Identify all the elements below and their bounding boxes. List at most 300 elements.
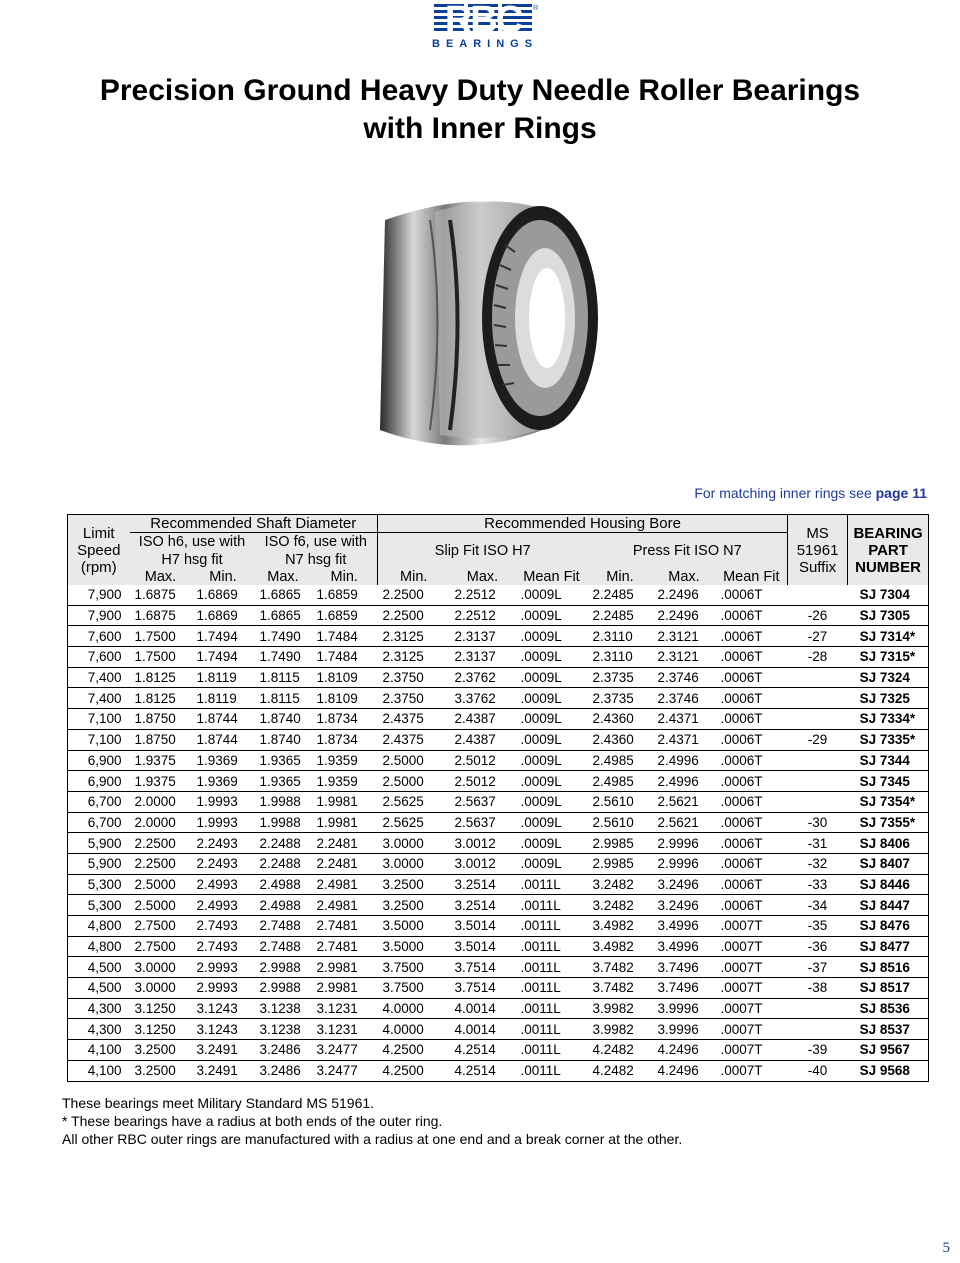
spec-table-body xyxy=(68,585,929,1081)
slip-max-cell: 3.7514 xyxy=(450,978,516,999)
press-mean-fit-cell: .0006T xyxy=(716,853,788,874)
ms-suffix-cell xyxy=(788,667,848,688)
press-min-cell: 3.9982 xyxy=(588,998,653,1019)
press-min-cell: 3.4982 xyxy=(588,916,653,937)
slip-mean-fit-cell: .0011L xyxy=(516,978,588,999)
slip-min-cell: 3.5000 xyxy=(378,936,450,957)
press-min-cell: 3.9982 xyxy=(588,1019,653,1040)
press-min-cell: 4.2482 xyxy=(588,1060,653,1081)
table-row xyxy=(68,729,929,750)
press-max-cell: 2.4996 xyxy=(653,771,716,792)
shaft-f6-min-cell: 1.6859 xyxy=(312,585,378,605)
table-row xyxy=(68,791,929,812)
press-max-cell: 2.5621 xyxy=(653,791,716,812)
shaft-h6-max-cell: 3.0000 xyxy=(130,957,192,978)
press-min-cell: 3.7482 xyxy=(588,978,653,999)
part-number-cell: SJ 7334* xyxy=(848,709,929,730)
slip-max-cell: 4.2514 xyxy=(450,1060,516,1081)
logo-registered: ® xyxy=(533,5,539,12)
title-line-2: with Inner Rings xyxy=(363,112,597,145)
press-max-cell: 3.7496 xyxy=(653,957,716,978)
shaft-h6-max-cell: 3.1250 xyxy=(130,998,192,1019)
limit-speed-cell: 7,100 xyxy=(68,709,130,730)
shaft-f6-max-cell: 1.6865 xyxy=(255,585,312,605)
press-max-cell: 2.2496 xyxy=(653,585,716,605)
table-row xyxy=(68,667,929,688)
press-max-cell: 2.3121 xyxy=(653,626,716,647)
shaft-f6-max-cell: 2.7488 xyxy=(255,936,312,957)
shaft-f6-min-cell: 1.8109 xyxy=(312,688,378,709)
shaft-h6-min-cell: 1.9993 xyxy=(192,791,255,812)
ms-suffix-cell: -28 xyxy=(788,647,848,668)
press-max-cell: 3.9996 xyxy=(653,998,716,1019)
slip-min-cell: 3.2500 xyxy=(378,895,450,916)
shaft-f6-min-cell: 1.9359 xyxy=(312,771,378,792)
slip-max-cell: 3.2514 xyxy=(450,874,516,895)
shaft-f6-max-cell: 1.7490 xyxy=(255,647,312,668)
table-row xyxy=(68,916,929,937)
limit-speed-cell: 4,300 xyxy=(68,1019,130,1040)
slip-max-cell: 2.5637 xyxy=(450,812,516,833)
part-number-cell: SJ 8447 xyxy=(848,895,929,916)
press-max-cell: 2.3121 xyxy=(653,647,716,668)
shaft-h6-max-cell: 2.7500 xyxy=(130,936,192,957)
slip-min-cell: 2.5000 xyxy=(378,750,450,771)
press-min-cell: 2.3110 xyxy=(588,626,653,647)
table-row xyxy=(68,688,929,709)
page-title xyxy=(0,72,960,148)
shaft-f6-max-cell: 1.9365 xyxy=(255,750,312,771)
press-min-cell: 2.9985 xyxy=(588,833,653,854)
press-mean-fit-header: Mean Fit xyxy=(716,569,788,585)
limit-speed-cell: 7,100 xyxy=(68,729,130,750)
shaft-diameter-header: Recommended Shaft Diameter xyxy=(130,515,378,533)
slip-min-cell: 2.3750 xyxy=(378,688,450,709)
slip-mean-fit-cell: .0011L xyxy=(516,1040,588,1061)
table-row xyxy=(68,978,929,999)
footnote-military: These bearings meet Military Standard MS 51961. xyxy=(62,1095,375,1111)
slip-min-header: Min. xyxy=(378,569,450,585)
slip-mean-fit-cell: .0009L xyxy=(516,853,588,874)
shaft-h6-max-cell: 2.5000 xyxy=(130,874,192,895)
shaft-h6-max-cell: 1.7500 xyxy=(130,626,192,647)
matching-note-page-link[interactable]: page 11 xyxy=(875,485,927,501)
part-number-cell: SJ 7324 xyxy=(848,667,929,688)
slip-max-cell: 3.0012 xyxy=(450,853,516,874)
press-min-cell: 2.3110 xyxy=(588,647,653,668)
table-row xyxy=(68,709,929,730)
slip-mean-fit-cell: .0009L xyxy=(516,729,588,750)
ms-suffix-cell xyxy=(788,585,848,605)
slip-mean-fit-cell: .0011L xyxy=(516,1060,588,1081)
press-min-cell: 2.5610 xyxy=(588,812,653,833)
slip-min-cell: 2.5000 xyxy=(378,771,450,792)
press-min-header: Min. xyxy=(588,569,653,585)
ms-suffix-cell xyxy=(788,709,848,730)
shaft-h6-min-cell: 1.8119 xyxy=(192,667,255,688)
press-max-header: Max. xyxy=(653,569,716,585)
limit-speed-cell: 7,900 xyxy=(68,585,130,605)
shaft-f6-min-cell: 2.7481 xyxy=(312,936,378,957)
slip-min-cell: 3.0000 xyxy=(378,833,450,854)
housing-bore-header: Recommended Housing Bore xyxy=(378,515,788,533)
limit-speed-cell: 6,700 xyxy=(68,791,130,812)
press-mean-fit-cell: .0006T xyxy=(716,895,788,916)
press-max-cell: 2.5621 xyxy=(653,812,716,833)
press-max-cell: 4.2496 xyxy=(653,1060,716,1081)
slip-mean-fit-cell: .0009L xyxy=(516,833,588,854)
page-number: 5 xyxy=(942,1240,950,1256)
shaft-h6-min-cell: 2.9993 xyxy=(192,978,255,999)
part-number-cell: SJ 8476 xyxy=(848,916,929,937)
press-mean-fit-cell: .0006T xyxy=(716,647,788,668)
press-mean-fit-cell: .0006T xyxy=(716,833,788,854)
shaft-f6-min-cell: 1.9981 xyxy=(312,791,378,812)
table-row xyxy=(68,626,929,647)
shaft-f6-max-cell: 3.2486 xyxy=(255,1040,312,1061)
slip-max-cell: 2.5012 xyxy=(450,750,516,771)
press-mean-fit-cell: .0006T xyxy=(716,688,788,709)
slip-max-cell: 2.4387 xyxy=(450,709,516,730)
limit-speed-cell: 6,900 xyxy=(68,750,130,771)
ms-suffix-cell: -33 xyxy=(788,874,848,895)
slip-max-header: Max. xyxy=(450,569,516,585)
shaft-f6-min-header: Min. xyxy=(312,569,378,585)
slip-mean-fit-cell: .0009L xyxy=(516,585,588,605)
shaft-f6-min-cell: 3.2477 xyxy=(312,1040,378,1061)
part-number-cell: SJ 7304 xyxy=(848,585,929,605)
shaft-h6-min-cell: 2.2493 xyxy=(192,853,255,874)
shaft-h6-min-cell: 3.2491 xyxy=(192,1060,255,1081)
shaft-h6-min-cell: 1.7494 xyxy=(192,626,255,647)
press-min-cell: 2.4985 xyxy=(588,750,653,771)
press-mean-fit-cell: .0007T xyxy=(716,978,788,999)
press-fit-header: Press Fit ISO N7 xyxy=(588,533,788,570)
shaft-h6-max-cell: 1.9375 xyxy=(130,750,192,771)
shaft-h6-max-header: Max. xyxy=(130,569,192,585)
part-number-cell: SJ 7345 xyxy=(848,771,929,792)
slip-mean-fit-cell: .0009L xyxy=(516,605,588,626)
shaft-h6-max-cell: 1.8750 xyxy=(130,709,192,730)
shaft-f6-max-cell: 2.9988 xyxy=(255,978,312,999)
shaft-h6-max-cell: 1.8750 xyxy=(130,729,192,750)
shaft-h6-min-cell: 1.8119 xyxy=(192,688,255,709)
shaft-h6-min-cell: 3.2491 xyxy=(192,1040,255,1061)
shaft-h6-max-cell: 1.9375 xyxy=(130,771,192,792)
press-max-cell: 2.4996 xyxy=(653,750,716,771)
press-max-cell: 2.3746 xyxy=(653,688,716,709)
shaft-h6-max-cell: 1.7500 xyxy=(130,647,192,668)
press-max-cell: 3.4996 xyxy=(653,936,716,957)
part-number-cell: SJ 8446 xyxy=(848,874,929,895)
slip-max-cell: 3.5014 xyxy=(450,916,516,937)
shaft-h6-min-cell: 1.7494 xyxy=(192,647,255,668)
limit-speed-cell: 4,800 xyxy=(68,936,130,957)
table-row xyxy=(68,605,929,626)
part-number-cell: SJ 7354* xyxy=(848,791,929,812)
limit-speed-cell: 4,800 xyxy=(68,916,130,937)
slip-min-cell: 3.7500 xyxy=(378,978,450,999)
rbc-logo-mark xyxy=(432,0,539,41)
slip-mean-fit-cell: .0011L xyxy=(516,998,588,1019)
part-number-cell: SJ 9568 xyxy=(848,1060,929,1081)
ms-suffix-cell xyxy=(788,771,848,792)
slip-mean-fit-cell: .0011L xyxy=(516,874,588,895)
table-row xyxy=(68,1060,929,1081)
table-row xyxy=(68,750,929,771)
shaft-h6-max-cell: 2.2500 xyxy=(130,833,192,854)
shaft-f6-min-cell: 3.2477 xyxy=(312,1060,378,1081)
shaft-f6-max-cell: 2.9988 xyxy=(255,957,312,978)
iso-f6-header: ISO f6, use with N7 hsg fit xyxy=(255,533,378,570)
shaft-h6-min-cell: 1.9993 xyxy=(192,812,255,833)
limit-speed-cell: 4,500 xyxy=(68,957,130,978)
ms-suffix-cell: -29 xyxy=(788,729,848,750)
shaft-f6-min-cell: 1.9359 xyxy=(312,750,378,771)
shaft-f6-max-cell: 3.2486 xyxy=(255,1060,312,1081)
limit-speed-cell: 4,100 xyxy=(68,1040,130,1061)
table-row xyxy=(68,853,929,874)
slip-min-cell: 2.4375 xyxy=(378,729,450,750)
shaft-h6-max-cell: 3.1250 xyxy=(130,1019,192,1040)
press-max-cell: 2.9996 xyxy=(653,833,716,854)
shaft-f6-min-cell: 1.6859 xyxy=(312,605,378,626)
slip-min-cell: 3.5000 xyxy=(378,916,450,937)
slip-min-cell: 3.7500 xyxy=(378,957,450,978)
part-number-cell: SJ 8517 xyxy=(848,978,929,999)
part-number-cell: SJ 8536 xyxy=(848,998,929,1019)
shaft-f6-min-cell: 1.8734 xyxy=(312,709,378,730)
part-number-cell: SJ 8407 xyxy=(848,853,929,874)
slip-min-cell: 2.3125 xyxy=(378,647,450,668)
part-number-cell: SJ 7314* xyxy=(848,626,929,647)
table-row xyxy=(68,1019,929,1040)
slip-max-cell: 2.2512 xyxy=(450,605,516,626)
slip-min-cell: 2.3125 xyxy=(378,626,450,647)
slip-mean-fit-header: Mean Fit xyxy=(516,569,588,585)
limit-speed-cell: 4,300 xyxy=(68,998,130,1019)
ms-suffix-cell: -26 xyxy=(788,605,848,626)
press-max-cell: 2.2496 xyxy=(653,605,716,626)
press-mean-fit-cell: .0007T xyxy=(716,957,788,978)
press-max-cell: 2.9996 xyxy=(653,853,716,874)
press-max-cell: 2.4371 xyxy=(653,709,716,730)
ms-suffix-cell: -39 xyxy=(788,1040,848,1061)
logo-letters: RBC xyxy=(444,0,522,41)
footnotes xyxy=(62,1094,682,1148)
shaft-f6-min-cell: 2.2481 xyxy=(312,833,378,854)
slip-min-cell: 2.2500 xyxy=(378,585,450,605)
limit-speed-cell: 6,700 xyxy=(68,812,130,833)
press-min-cell: 3.7482 xyxy=(588,957,653,978)
press-max-cell: 4.2496 xyxy=(653,1040,716,1061)
slip-max-cell: 4.0014 xyxy=(450,1019,516,1040)
press-mean-fit-cell: .0006T xyxy=(716,605,788,626)
slip-min-cell: 2.3750 xyxy=(378,667,450,688)
shaft-h6-min-cell: 3.1243 xyxy=(192,998,255,1019)
press-min-cell: 2.4985 xyxy=(588,771,653,792)
table-row xyxy=(68,585,929,605)
slip-max-cell: 2.4387 xyxy=(450,729,516,750)
shaft-h6-min-cell: 1.6869 xyxy=(192,585,255,605)
press-max-cell: 2.4371 xyxy=(653,729,716,750)
shaft-h6-min-cell: 2.4993 xyxy=(192,874,255,895)
shaft-h6-min-cell: 2.7493 xyxy=(192,936,255,957)
press-mean-fit-cell: .0007T xyxy=(716,998,788,1019)
table-row xyxy=(68,1040,929,1061)
shaft-h6-max-cell: 3.0000 xyxy=(130,978,192,999)
ms-suffix-cell: -40 xyxy=(788,1060,848,1081)
press-max-cell: 3.2496 xyxy=(653,895,716,916)
limit-speed-cell: 5,300 xyxy=(68,874,130,895)
shaft-h6-max-cell: 1.6875 xyxy=(130,605,192,626)
shaft-h6-min-cell: 1.9369 xyxy=(192,771,255,792)
press-min-cell: 4.2482 xyxy=(588,1040,653,1061)
slip-mean-fit-cell: .0009L xyxy=(516,709,588,730)
slip-min-cell: 4.2500 xyxy=(378,1060,450,1081)
table-row xyxy=(68,998,929,1019)
limit-speed-cell: 5,900 xyxy=(68,853,130,874)
shaft-f6-min-cell: 2.4981 xyxy=(312,895,378,916)
press-mean-fit-cell: .0006T xyxy=(716,771,788,792)
shaft-f6-max-cell: 1.8115 xyxy=(255,688,312,709)
slip-min-cell: 4.2500 xyxy=(378,1040,450,1061)
slip-mean-fit-cell: .0011L xyxy=(516,895,588,916)
needle-roller-bearing-photo xyxy=(355,190,615,460)
press-min-cell: 3.2482 xyxy=(588,895,653,916)
shaft-h6-min-cell: 1.9369 xyxy=(192,750,255,771)
press-mean-fit-cell: .0007T xyxy=(716,1060,788,1081)
shaft-h6-max-cell: 2.5000 xyxy=(130,895,192,916)
part-number-cell: SJ 8406 xyxy=(848,833,929,854)
press-mean-fit-cell: .0006T xyxy=(716,626,788,647)
shaft-h6-max-cell: 1.8125 xyxy=(130,667,192,688)
press-mean-fit-cell: .0006T xyxy=(716,791,788,812)
ms-suffix-cell: -35 xyxy=(788,916,848,937)
matching-note-text: For matching inner rings see xyxy=(694,485,872,501)
part-number-cell: SJ 7355* xyxy=(848,812,929,833)
slip-min-cell: 3.0000 xyxy=(378,853,450,874)
press-mean-fit-cell: .0006T xyxy=(716,812,788,833)
shaft-f6-min-cell: 2.7481 xyxy=(312,916,378,937)
ms-suffix-cell xyxy=(788,1019,848,1040)
shaft-f6-max-cell: 1.6865 xyxy=(255,605,312,626)
press-min-cell: 3.2482 xyxy=(588,874,653,895)
shaft-f6-max-header: Max. xyxy=(255,569,312,585)
slip-min-cell: 4.0000 xyxy=(378,1019,450,1040)
ms-suffix-cell xyxy=(788,750,848,771)
logo-subtitle: BEARINGS xyxy=(432,38,539,50)
shaft-f6-max-cell: 1.9988 xyxy=(255,812,312,833)
limit-speed-cell: 5,300 xyxy=(68,895,130,916)
shaft-h6-min-cell: 3.1243 xyxy=(192,1019,255,1040)
shaft-f6-max-cell: 1.9988 xyxy=(255,791,312,812)
slip-max-cell: 4.2514 xyxy=(450,1040,516,1061)
shaft-f6-min-cell: 2.2481 xyxy=(312,853,378,874)
slip-min-cell: 2.4375 xyxy=(378,709,450,730)
slip-mean-fit-cell: .0011L xyxy=(516,957,588,978)
part-number-cell: SJ 7315* xyxy=(848,647,929,668)
table-row xyxy=(68,936,929,957)
iso-h6-header: ISO h6, use with H7 hsg fit xyxy=(130,533,255,570)
ms-suffix-cell xyxy=(788,791,848,812)
press-mean-fit-cell: .0006T xyxy=(716,874,788,895)
part-number-cell: SJ 7325 xyxy=(848,688,929,709)
slip-mean-fit-cell: .0009L xyxy=(516,667,588,688)
slip-max-cell: 2.2512 xyxy=(450,585,516,605)
press-min-cell: 2.2485 xyxy=(588,585,653,605)
shaft-h6-min-cell: 1.8744 xyxy=(192,729,255,750)
press-min-cell: 2.4360 xyxy=(588,729,653,750)
table-row xyxy=(68,895,929,916)
ms-suffix-cell: -34 xyxy=(788,895,848,916)
shaft-f6-min-cell: 2.9981 xyxy=(312,978,378,999)
limit-speed-cell: 7,600 xyxy=(68,626,130,647)
shaft-h6-min-cell: 2.9993 xyxy=(192,957,255,978)
slip-max-cell: 3.0012 xyxy=(450,833,516,854)
limit-speed-cell: 5,900 xyxy=(68,833,130,854)
press-mean-fit-cell: .0007T xyxy=(716,1040,788,1061)
shaft-f6-min-cell: 1.7484 xyxy=(312,647,378,668)
limit-speed-header: Limit Speed (rpm) xyxy=(68,515,130,586)
shaft-f6-min-cell: 2.9981 xyxy=(312,957,378,978)
part-number-cell: SJ 7335* xyxy=(848,729,929,750)
title-line-1: Precision Ground Heavy Duty Needle Roller Bearings xyxy=(99,74,861,107)
shaft-h6-max-cell: 1.6875 xyxy=(130,585,192,605)
slip-mean-fit-cell: .0011L xyxy=(516,916,588,937)
press-mean-fit-cell: .0006T xyxy=(716,750,788,771)
table-row xyxy=(68,833,929,854)
slip-mean-fit-cell: .0009L xyxy=(516,771,588,792)
shaft-f6-min-cell: 1.8109 xyxy=(312,667,378,688)
shaft-f6-max-cell: 2.2488 xyxy=(255,853,312,874)
slip-mean-fit-cell: .0009L xyxy=(516,688,588,709)
shaft-f6-max-cell: 1.8740 xyxy=(255,729,312,750)
slip-mean-fit-cell: .0009L xyxy=(516,812,588,833)
slip-mean-fit-cell: .0011L xyxy=(516,1019,588,1040)
press-min-cell: 3.4982 xyxy=(588,936,653,957)
shaft-h6-max-cell: 2.7500 xyxy=(130,916,192,937)
shaft-f6-max-cell: 2.7488 xyxy=(255,916,312,937)
shaft-h6-min-cell: 2.4993 xyxy=(192,895,255,916)
press-mean-fit-cell: .0007T xyxy=(716,936,788,957)
shaft-h6-max-cell: 2.0000 xyxy=(130,791,192,812)
slip-min-cell: 2.5625 xyxy=(378,812,450,833)
shaft-f6-max-cell: 2.4988 xyxy=(255,895,312,916)
press-min-cell: 2.9985 xyxy=(588,853,653,874)
ms-suffix-cell: -37 xyxy=(788,957,848,978)
table-row xyxy=(68,647,929,668)
shaft-h6-min-cell: 2.7493 xyxy=(192,916,255,937)
ms-suffix-cell: -36 xyxy=(788,936,848,957)
shaft-f6-max-cell: 3.1238 xyxy=(255,998,312,1019)
part-number-cell: SJ 8477 xyxy=(848,936,929,957)
press-mean-fit-cell: .0007T xyxy=(716,916,788,937)
slip-min-cell: 2.2500 xyxy=(378,605,450,626)
press-min-cell: 2.2485 xyxy=(588,605,653,626)
limit-speed-cell: 7,400 xyxy=(68,667,130,688)
slip-mean-fit-cell: .0011L xyxy=(516,936,588,957)
slip-max-cell: 3.7514 xyxy=(450,957,516,978)
shaft-h6-min-cell: 2.2493 xyxy=(192,833,255,854)
part-number-cell: SJ 9567 xyxy=(848,1040,929,1061)
slip-max-cell: 2.3762 xyxy=(450,667,516,688)
press-mean-fit-cell: .0006T xyxy=(716,585,788,605)
press-max-cell: 3.7496 xyxy=(653,978,716,999)
limit-speed-cell: 6,900 xyxy=(68,771,130,792)
slip-fit-header: Slip Fit ISO H7 xyxy=(378,533,588,570)
slip-mean-fit-cell: .0009L xyxy=(516,647,588,668)
